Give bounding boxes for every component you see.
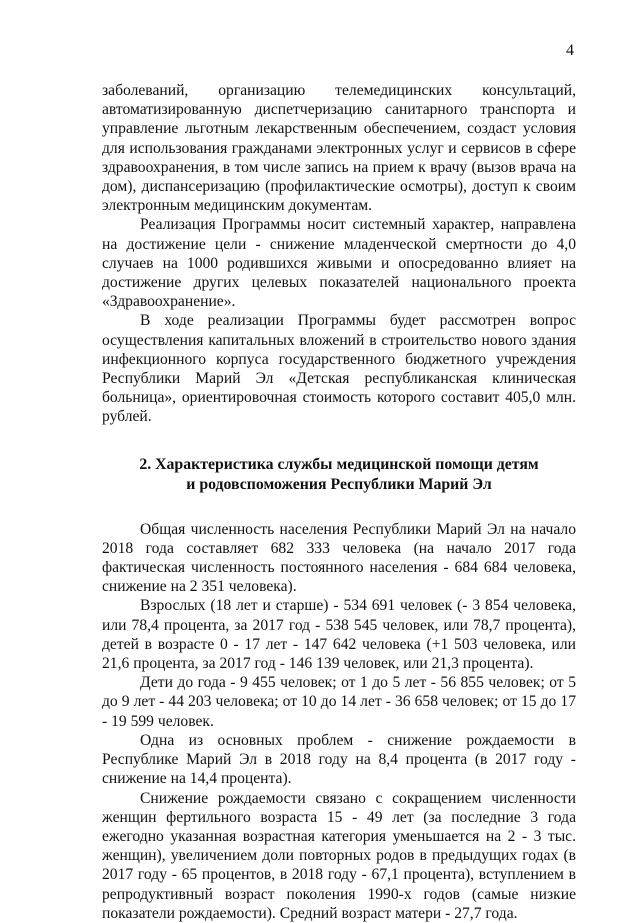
paragraph-program-character: Реализация Программы носит системный характер, направлена на достижение цели - снижение младенческой смертности до 4,0 случаев на 1000 родившихся живыми и опосредованно влияет на достижение других целевых показателей национального проекта «Здравоохранение».: [102, 216, 576, 311]
document-body: [102, 81, 576, 923]
heading-spacer: [102, 495, 576, 520]
section-heading-line-2: и родовспоможения Республики Марий Эл: [186, 475, 492, 493]
paragraph-continuation: заболеваний, организацию телемедицинских консультаций, автоматизированную диспетчеризацию санитарного транспорта и управление льготным лекарственным обеспечением, создаст условия для использования гражданами электронных услуг и сервисов в сфере здравоохранения, в том числе запись на прием к врачу (вызов врача на дом), диспансеризацию (профилактические осмотры), доступ к своим электронным медицинским документам.: [102, 82, 576, 215]
paragraph-birth-rate-causes: Снижение рождаемости связано с сокращением численности женщин фертильного возраста 15 - 49 лет (за последние 3 года ежегодно указанная возрастная категория уменьшается на 2 - 3 тыс. женщин), увеличением доли повторных родов в предыдущих годах (в 2017 году - 65 процентов, в 2018 году - 67,1 процента), вступлением в репродуктивный возраст поколения 1990-х годов (самые низкие показатели рождаемости). Средний возраст матери - 27,7 года.: [102, 789, 576, 922]
paragraph-birth-rate-problem: Одна из основных проблем - снижение рождаемости в Республике Марий Эл в 2018 году на 8,4 процента (в 2017 году - снижение на 14,4 процента).: [102, 731, 576, 788]
paragraph-population: Общая численность населения Республики Марий Эл на начало 2018 года составляет 682 333 человека (на начало 2017 года фактическая численность постоянного населения - 684 684 человека, снижение на 2 351 человека).: [102, 520, 576, 596]
paragraph-children-age-groups: Дети до года - 9 455 человек; от 1 до 5 лет - 56 855 человек; от 5 до 9 лет - 44 203 человека; от 10 до 14 лет - 36 658 человек; от 15 до 17 - 19 599 человек.: [102, 674, 576, 730]
paragraph-adults-children: Взрослых (18 лет и старше) - 534 691 человек (- 3 854 человека, или 78,4 процента, за 2017 год - 538 545 человек, или 78,7 процента), детей в возрасте 0 - 17 лет - 147 642 человека (+1 503 человека, или 21,6 процента, за 2017 год - 146 139 человек, или 21,3 процента).: [102, 597, 576, 673]
section-spacer: [102, 427, 576, 455]
paragraph-capital-investment: В ходе реализации Программы будет рассмотрен вопрос осуществления капитальных вложений в строительство нового здания инфекционного корпуса государственного бюджетного учреждения Республики Марий Эл «Детская республиканская клиническая больница», ориентировочная стоимость которого составит 405,0 млн. рублей.: [102, 312, 576, 426]
section-heading: [102, 455, 576, 495]
page-number: 4: [566, 42, 574, 59]
section-heading-line-1: 2. Характеристика службы медицинской помощи детям: [139, 455, 539, 473]
